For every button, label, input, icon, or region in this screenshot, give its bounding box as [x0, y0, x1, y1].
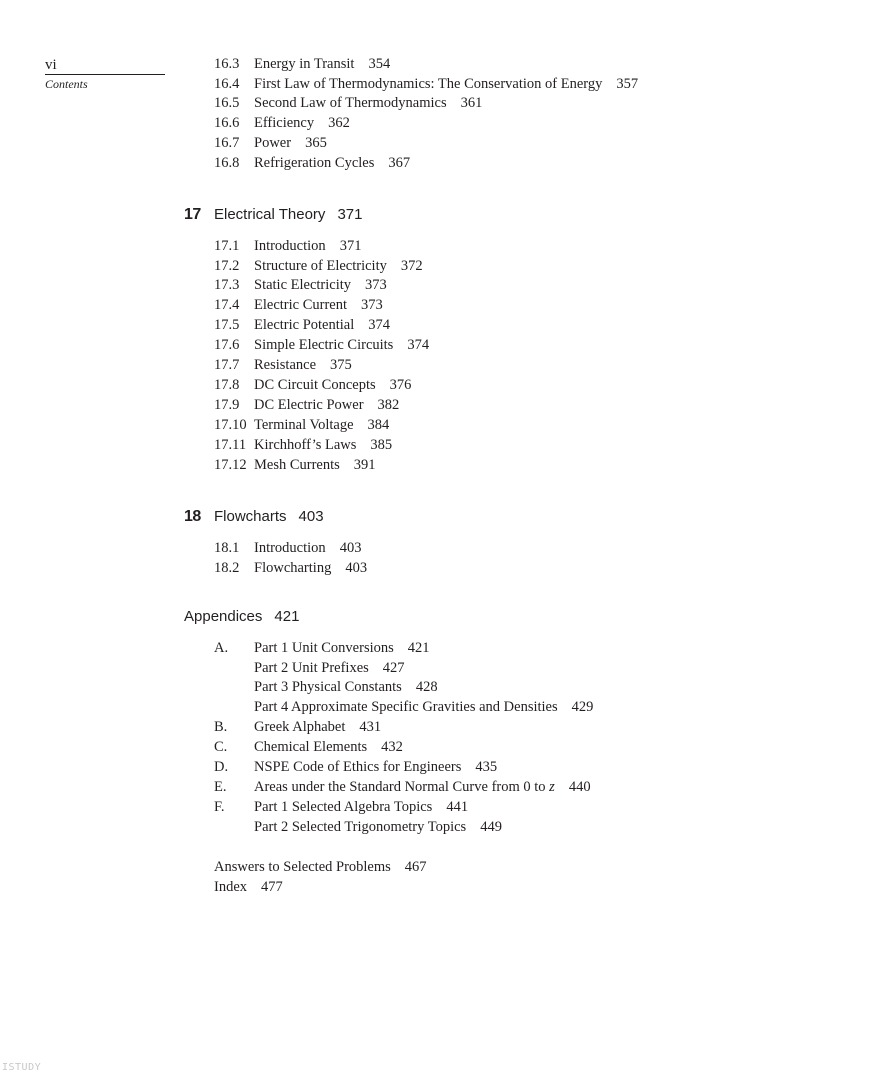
variable-z: z [549, 779, 555, 795]
running-head [45, 56, 165, 91]
running-title: Contents [45, 77, 88, 91]
watermark: ISTUDY [2, 1062, 42, 1073]
page-number: vi [45, 56, 165, 75]
